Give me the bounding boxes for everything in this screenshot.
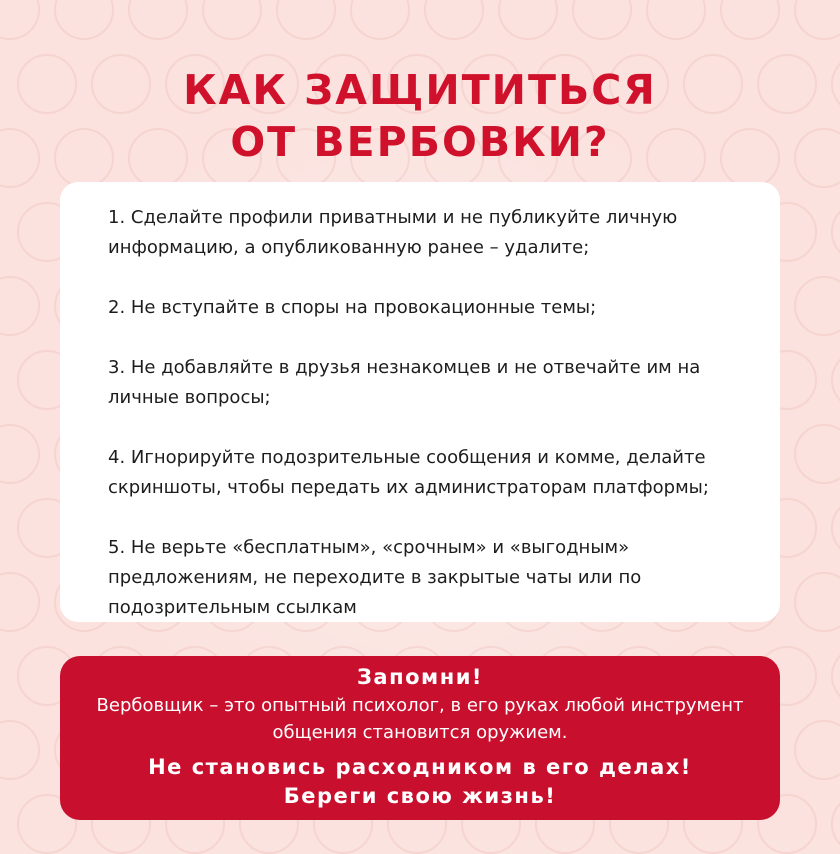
- tip-item-5: 5. Не верьте «бесплатным», «срочным» и «выгодным» предложениям, не переходите в закрытые чаты или по подозрительным ссылкам: [108, 537, 642, 618]
- banner-call-to-action-2: Береги свою жизнь!: [283, 784, 557, 808]
- tip-item-2: 2. Не вступайте в споры на провокационные темы;: [108, 297, 597, 318]
- background-pattern-tile: [0, 424, 40, 484]
- background-pattern-tile: [831, 794, 840, 854]
- background-pattern-tile: [794, 0, 840, 40]
- warning-banner: [60, 656, 780, 820]
- background-pattern-tile: [54, 0, 114, 40]
- title-line-1: КАК ЗАЩИТИТЬСЯ: [183, 66, 657, 114]
- tip-item-3: 3. Не добавляйте в друзья незнакомцев и не отвечайте им на личные вопросы;: [108, 357, 701, 408]
- background-pattern-tile: [794, 572, 840, 632]
- banner-call-to-action-1: Не становись расходником в его делах!: [148, 755, 692, 779]
- background-pattern-tile: [424, 0, 484, 40]
- background-pattern-tile: [646, 0, 706, 40]
- background-pattern-tile: [128, 0, 188, 40]
- background-pattern-tile: [831, 202, 840, 262]
- banner-body-line-1: Вербовщик – это опытный психолог, в его руках любой инструмент: [96, 695, 744, 716]
- background-pattern-tile: [0, 276, 40, 336]
- banner-body: [60, 692, 780, 746]
- tip-item-1: 1. Сделайте профили приватными и не публикуйте личную информацию, а опубликованную ранее – удалите;: [108, 207, 678, 258]
- banner-body-line-2: общения становится оружием.: [272, 722, 568, 743]
- title-line-2: ОТ ВЕРБОВКИ?: [230, 118, 610, 166]
- background-pattern-tile: [276, 0, 336, 40]
- background-pattern-tile: [794, 720, 840, 780]
- background-pattern-tile: [0, 572, 40, 632]
- background-pattern-tile: [0, 720, 40, 780]
- background-pattern-tile: [720, 0, 780, 40]
- background-pattern-tile: [831, 498, 840, 558]
- background-pattern-tile: [794, 276, 840, 336]
- background-pattern-tile: [831, 350, 840, 410]
- tip-item-4: 4. Игнорируйте подозрительные сообщения и комме, делайте скриншоты, чтобы передать их администраторам платформы;: [108, 447, 709, 498]
- background-pattern-tile: [202, 0, 262, 40]
- background-pattern-tile: [831, 646, 840, 706]
- background-pattern-tile: [572, 0, 632, 40]
- tips-list: [108, 203, 768, 623]
- background-pattern-tile: [350, 0, 410, 40]
- background-pattern-tile: [0, 0, 40, 40]
- banner-heading: Запомни!: [357, 665, 483, 689]
- background-pattern-tile: [794, 424, 840, 484]
- page-title: [0, 64, 840, 168]
- background-pattern-tile: [498, 0, 558, 40]
